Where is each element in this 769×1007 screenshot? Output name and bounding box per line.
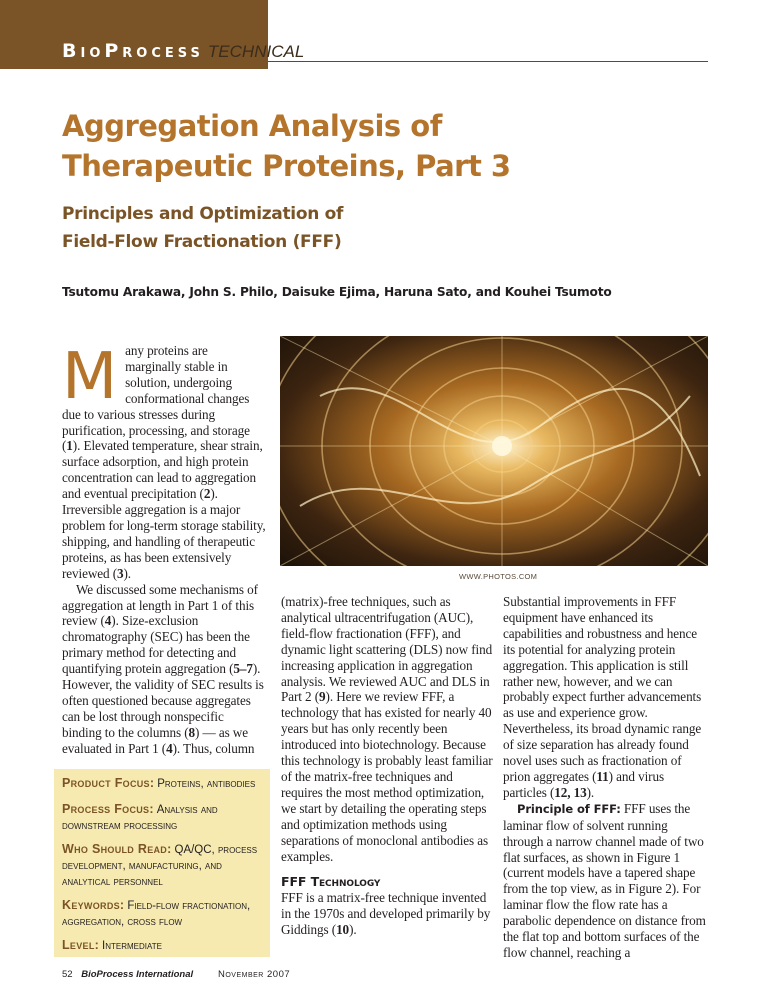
text-run: ). Irreversible aggregation is a major problem for long-term storage stability, shipping, and handling of therapeutic proteins, as has been extensively reviewed (: [62, 486, 266, 581]
who-should-read-value: development, manufacturing, and: [62, 860, 222, 872]
who-should-read-label: Who Should Read:: [62, 842, 172, 856]
process-focus: [62, 801, 268, 834]
run-in-heading: Principle of FFF:: [517, 801, 621, 816]
paragraph: [503, 594, 709, 801]
title-line-1: Aggregation Analysis of: [62, 109, 442, 143]
level: [62, 937, 268, 954]
text-run: ) and virus particles (: [503, 768, 664, 800]
citation-ref: 3: [117, 565, 124, 581]
subtitle-line-2: Field-Flow Fractionation (FFF): [62, 232, 342, 252]
drop-cap: M: [62, 340, 118, 414]
level-label: Level:: [62, 938, 100, 952]
text-run: ).: [586, 784, 595, 800]
text-run: Substantial improvements in FFF equipment have enhanced its capabilities and robustness and hence its potential for analyzing protein aggregation. This application is still rather new, however, and we can probably expect further advancements as use and experience grow. Nevertheless, its broad dynamic range of size separation has already found novel uses such as fractionation of prion aggregates (: [503, 594, 702, 784]
text-run: We discussed some mechanisms of aggregation at length in Part 1 of this review (: [62, 581, 258, 629]
level-value: Intermediate: [102, 940, 162, 952]
title-line-2: Therapeutic Proteins, Part 3: [62, 149, 511, 183]
text-column-2: [281, 594, 493, 938]
citation-ref: 11: [596, 768, 609, 784]
section-label: TECHNICAL: [207, 42, 305, 61]
text-run: FFF uses the laminar flow of solvent running through a narrow channel made of two flat surfaces, as shown in Figure 1 (current models have a tapered shape from the top view, as in Figure 2). For laminar flow the flow rate has a parabolic dependence on distance from the flat top and bottom surfaces of the flow channel, reaching a: [503, 800, 706, 960]
process-focus-value: Analysis and: [156, 804, 218, 816]
issue-date: November 2007: [218, 969, 291, 980]
paragraph: [62, 340, 266, 582]
paragraph: [281, 594, 493, 864]
text-run: ).: [123, 565, 132, 581]
article-title: [62, 106, 722, 186]
process-focus-label: Process Focus:: [62, 802, 154, 816]
tunnel-graphic: [280, 336, 708, 566]
citation-ref: 12, 13: [554, 784, 587, 800]
who-should-read: [62, 841, 268, 890]
text-run: ). Elevated temperature, shear strain, surface adsorption, and high protein concentration can lead to aggregation and eventual precipitation (: [62, 438, 263, 502]
section-heading: FFF Technology: [281, 874, 381, 890]
header-rule: [268, 61, 708, 62]
citation-ref: 10: [336, 922, 350, 938]
publication-name: BioProcess International: [81, 969, 194, 980]
page-footer: [62, 969, 322, 983]
paragraph: [503, 801, 709, 961]
text-run: ). Thus, column: [172, 740, 255, 756]
paragraph: [62, 582, 266, 757]
text-run: any proteins are marginally stable in solution, undergoing conformational changes due to various stresses during purification, processing, and storage (: [62, 343, 250, 454]
text-run: (matrix)-free techniques, such as analytical ultracentrifugation (AUC), field-flow fractionation (FFF), and dynamic light scattering (DLS) now find increasing application in aggregation analysis. We reviewed AUC and DLS in Part 2 (: [281, 594, 493, 705]
text-column-1: [62, 340, 266, 757]
process-focus-value: downstream processing: [62, 820, 178, 832]
who-should-read-value: QA/QC, process: [174, 844, 258, 856]
citation-ref: 2: [203, 486, 211, 502]
keywords-value: Field-flow fractionation,: [127, 900, 251, 912]
product-focus-value: Proteins, antibodies: [157, 778, 256, 790]
keywords-value: aggregation, cross flow: [62, 916, 183, 928]
text-run: FFF is a matrix-free technique invented in the 1970s and developed primarily by Giddings (: [281, 890, 491, 938]
citation-ref: 1: [66, 438, 73, 454]
product-focus: [62, 775, 268, 792]
page-number: 52: [62, 969, 73, 980]
text-column-3: [503, 594, 709, 961]
brand-name: BioProcess: [62, 40, 204, 62]
keywords: [62, 897, 268, 930]
article-subtitle: [62, 200, 722, 256]
text-run: ). However, the validity of SEC results is often questioned because aggregates can be lost through nonspecific binding to the columns (: [62, 661, 264, 740]
article-info-sidebar: [54, 769, 270, 957]
text-run: ). Size-exclusion chromatography (SEC) has been the primary method for detecting and quantifying protein aggregation (: [62, 613, 250, 677]
citation-ref: 4: [166, 740, 173, 756]
citation-ref: 9: [319, 689, 326, 705]
citation-ref: 5–7: [233, 661, 253, 677]
keywords-label: Keywords:: [62, 898, 125, 912]
text-run: ). Here we review FFF, a technology that has existed for nearly 40 years but has only recently been introduced into biotechnology. Because this technology is probably least familiar of the matrix-free techniques and requires the most method optimization, we start by detailing the operating steps and optimization methods using separations of monoclonal antibodies as examples.: [281, 689, 493, 864]
photo-credit: WWW.PHOTOS.COM: [459, 572, 538, 581]
subtitle-line-1: Principles and Optimization of: [62, 204, 344, 224]
citation-ref: 8: [188, 724, 196, 740]
text-run: ).: [349, 922, 357, 938]
author-list: Tsutomu Arakawa, John S. Philo, Daisuke Ejima, Haruna Sato, and Kouhei Tsumoto: [62, 285, 612, 299]
text-run: ) — as we evaluated in Part 1 (: [62, 724, 248, 756]
product-focus-label: Product Focus:: [62, 776, 155, 790]
citation-ref: 4: [104, 613, 112, 629]
paragraph: [281, 890, 493, 938]
header-brand: [62, 36, 304, 62]
who-should-read-value: analytical personnel: [62, 876, 163, 888]
abstract-tunnel-image: [280, 336, 708, 566]
